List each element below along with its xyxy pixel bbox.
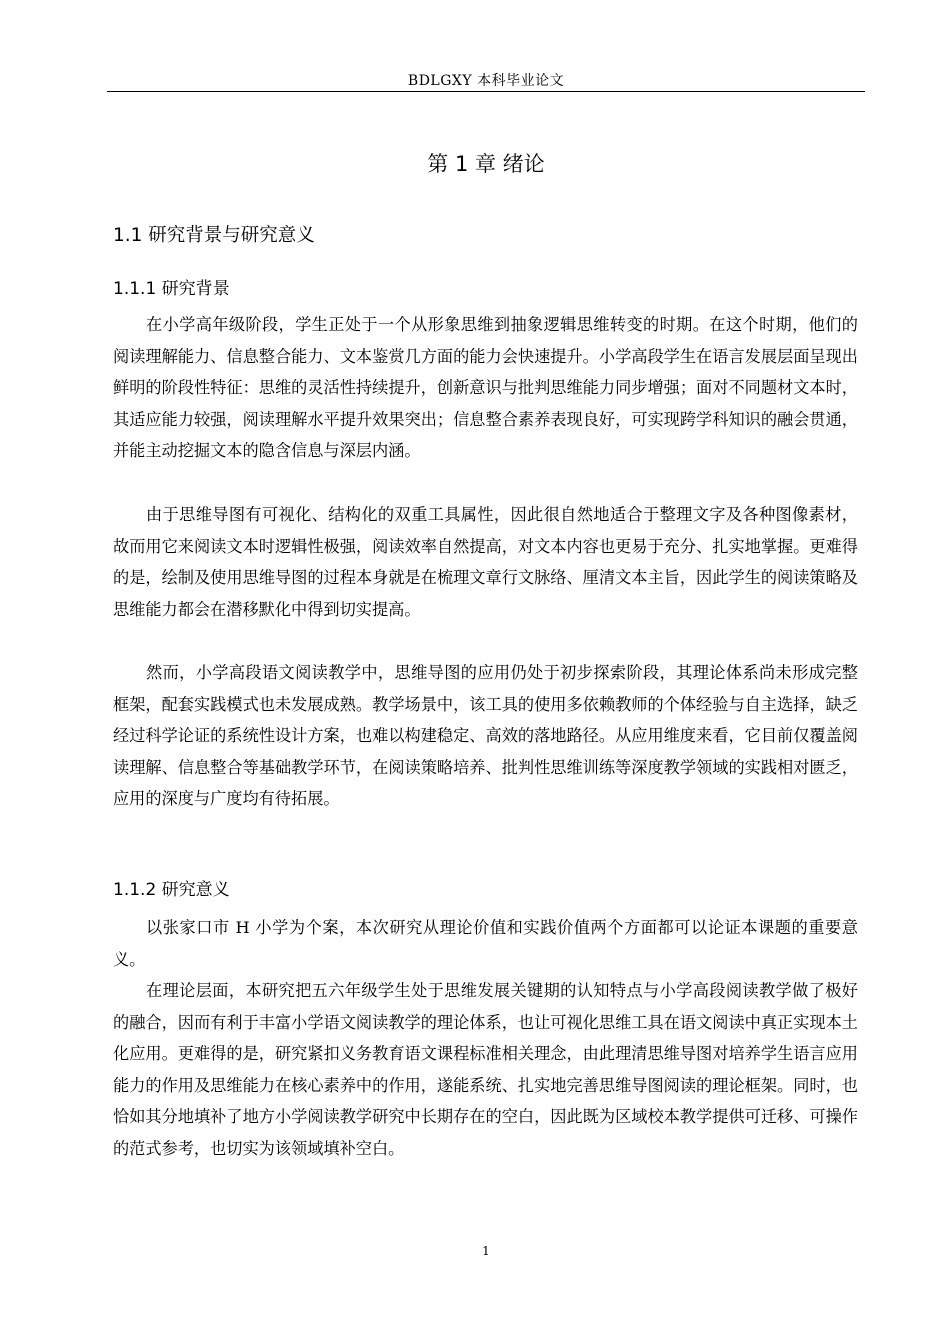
subsection-title-1-1-1: 1.1.1 研究背景	[113, 279, 230, 299]
chapter-title: 第 1 章 绪论	[427, 152, 545, 176]
header-rule	[107, 91, 865, 92]
paragraph-significance-1: 以张家口市 H 小学为个案，本次研究从理论价值和实践价值两个方面都可以论证本课题的重要意义。	[113, 918, 858, 969]
paragraph-background-1: 在小学高年级阶段，学生正处于一个从形象思维到抽象逻辑思维转变的时期。在这个时期，他们的阅读理解能力、信息整合能力、文本鉴赏几方面的能力会快速提升。小学高段学生在语言发展层面呈现出鲜明的阶段性特征：思维的灵活性持续提升，创新意识与批判思维能力同步增强；面对不同题材文本时，其适应能力较强，阅读理解水平提升效果突出；信息整合素养表现良好，可实现跨学科知识的融会贯通，并能主动挖掘文本的隐含信息与深层内涵。	[113, 315, 858, 461]
paragraph-background-2: 由于思维导图有可视化、结构化的双重工具属性，因此很自然地适合于整理文字及各种图像素材，故而用它来阅读文本时逻辑性极强，阅读效率自然提高，对文本内容也更易于充分、扎实地掌握。更难得的是，绘制及使用思维导图的过程本身就是在梳理文章行文脉络、厘清文本主旨，因此学生的阅读策略及思维能力都会在潜移默化中得到切实提高。	[113, 505, 858, 619]
subsection-title-1-1-2: 1.1.2 研究意义	[113, 880, 230, 900]
paragraph-background-3: 然而，小学高段语文阅读教学中，思维导图的应用仍处于初步探索阶段，其理论体系尚未形成完整框架，配套实践模式也未发展成熟。教学场景中，该工具的使用多依赖教师的个体经验与自主选择，缺乏经过科学论证的系统性设计方案，也难以构建稳定、高效的落地路径。从应用维度来看，它目前仅覆盖阅读理解、信息整合等基础教学环节，在阅读策略培养、批判性思维训练等深度教学领域的实践相对匮乏，应用的深度与广度均有待拓展。	[113, 663, 858, 809]
running-header: BDLGXY 本科毕业论文	[407, 73, 565, 89]
paragraph-significance-2: 在理论层面，本研究把五六年级学生处于思维发展关键期的认知特点与小学高段阅读教学做了极好的融合，因而有利于丰富小学语文阅读教学的理论体系，也让可视化思维工具在语文阅读中真正实现本土化应用。更难得的是，研究紧扣义务教育语文课程标准相关理念，由此理清思维导图对培养学生语言应用能力的作用及思维能力在核心素养中的作用，遂能系统、扎实地完善思维导图阅读的理论框架。同时，也恰如其分地填补了地方小学阅读教学研究中长期存在的空白，因此既为区域校本教学提供可迁移、可操作的范式参考，也切实为该领域填补空白。	[113, 981, 858, 1158]
section-title-1-1: 1.1 研究背景与研究意义	[113, 225, 315, 246]
page-number: 1	[482, 1244, 490, 1258]
